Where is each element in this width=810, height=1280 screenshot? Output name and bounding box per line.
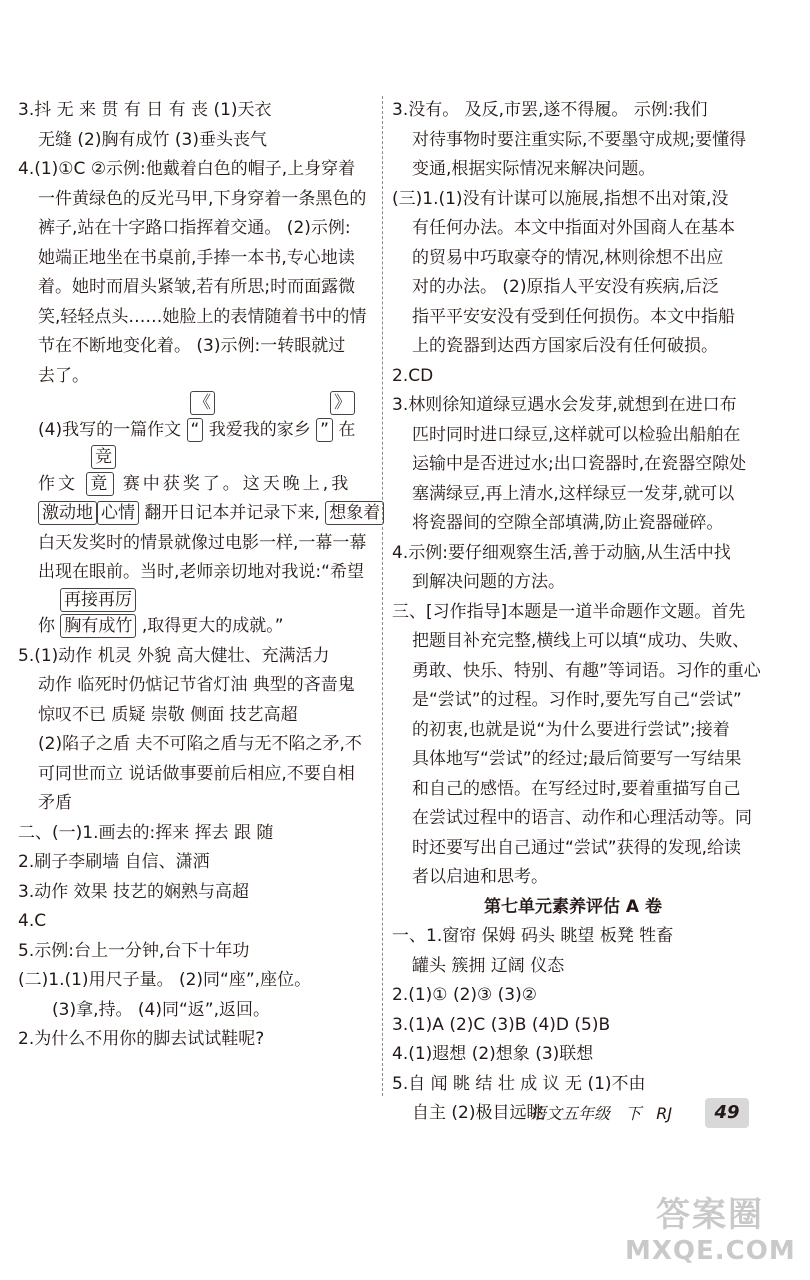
text-line: 可同世而立 说话做事要前后相应,不要自相 (38, 763, 355, 784)
text-line: 2.刷子李刷墙 自信、潇洒 (18, 852, 210, 872)
text-line: 勇敢、快乐、特别、有趣”等词语。习作的重心 (412, 660, 761, 681)
text-line: 3.(1)A (2)C (3)B (4)D (5)B (392, 1014, 611, 1035)
writing-guide-tag: [习作指导] (426, 601, 508, 622)
text-line: 一、1.窗帘 保姆 码头 眺望 板凳 牲畜 (392, 926, 674, 946)
text-line: 4.(1)①C ②示例:他戴着白色的帽子,上身穿着 (18, 159, 356, 179)
text-line: 4.(1)遐想 (2)想象 (3)联想 (392, 1044, 594, 1064)
watermark-url: MXQE.COM (625, 1236, 796, 1266)
text-line: 笑,轻轻点头……她脸上的表情随着书中的情 (38, 306, 367, 327)
text-line: 对的办法。 (2)原指人平安没有疾病,后泛 (412, 277, 719, 297)
text-line: 矛盾 (38, 793, 72, 813)
text-line: 自主 (2)极目远眺 (412, 1103, 544, 1123)
text-line: 把题目补充完整,横线上可以填“成功、失败、 (412, 631, 750, 651)
text-line: 4.示例:要仔细观察生活,善于动脑,从生活中找 (392, 542, 731, 563)
text-line: 匹时同时进口绿豆,这样就可以检验出船舶在 (412, 424, 741, 445)
section-heading: 第七单元素养评估 A 卷 (484, 896, 662, 917)
text-fragment: 赛中获奖了。这天晚上,我 (122, 473, 352, 494)
footer-term: 下 (625, 1104, 642, 1123)
text-line: 一件黄绿色的反光马甲,下身穿着一条黑色的 (38, 188, 367, 209)
correction-line (18, 391, 373, 445)
correction-mark: 再接再厉 (60, 588, 136, 612)
text-fragment: 作文 (38, 473, 78, 494)
correction-mark: 《 (190, 391, 215, 415)
text-line: (三)1.(1)没有计谋可以施展,指想不出对策,没 (392, 188, 729, 209)
text-line: 节在不断地变化着。 (3)示例:一转眼就过 (38, 336, 346, 356)
section-number: 三、 (392, 601, 426, 622)
corrected-box: 想象着 (325, 501, 384, 525)
text-line: 3.林则徐知道绿豆遇水会发芽,就想到在进口布 (392, 395, 737, 415)
site-watermark (625, 1195, 795, 1275)
text-line: 在尝试过程中的语言、动作和心理活动等。同 (412, 808, 752, 828)
text-line: 和自己的感悟。在写经过时,要着重描写自己 (412, 778, 741, 799)
text-line: 着。她时而眉头紧皱,若有所思;时而面露微 (38, 277, 356, 297)
column-divider (382, 96, 383, 1096)
text-line: 二、(一)1.画去的:挥来 挥去 跟 随 (18, 822, 274, 843)
text-line: 无缝 (2)胸有成竹 (3)垂头丧气 (38, 129, 267, 150)
writing-guide-line (392, 598, 754, 628)
text-line: (3)拿,持。 (4)同“返”,返回。 (52, 999, 270, 1020)
text-line: 她端正地坐在书桌前,手捧一本书,专心地读 (38, 247, 355, 268)
text-line: 2.为什么不用你的脚去试试鞋呢? (18, 1029, 265, 1049)
text-fragment: 在 (338, 419, 356, 440)
text-line: 裤子,站在十字路口指挥着交通。 (2)示例: (38, 218, 351, 238)
correction-mark: 竞 (91, 445, 116, 469)
corrected-box: 心情 (97, 501, 139, 525)
text-line: 动作 临死时仍惦记节省灯油 典型的吝啬鬼 (38, 675, 355, 695)
text-line: 的贸易中巧取豪夺的情况,林则徐想不出应 (412, 247, 724, 268)
text-line: (2)陷子之盾 夫不可陷之盾与无不陷之矛,不 (38, 734, 362, 754)
text-line: 塞满绿豆,再上清水,这样绿豆一发芽,就可以 (412, 483, 735, 504)
text-line: 4.C (18, 911, 47, 931)
text-fragment: 本题是一道半命题作文题。首先 (507, 601, 746, 622)
text-line: 到解决问题的方法。 (412, 572, 565, 592)
text-fragment: (4)我写的一篇作文 (38, 419, 182, 440)
corrected-box: 竟 (86, 472, 114, 496)
text-line: 者以启迪和思考。 (412, 867, 548, 887)
text-line: 罐头 簇拥 辽阔 仪态 (412, 955, 565, 976)
text-line: 2.(1)① (2)③ (3)② (392, 985, 537, 1005)
text-line: 指平平安安没有受到任何损伤。本文中指船 (412, 306, 735, 327)
correction-mark: 》 (330, 391, 355, 415)
footer-subject: 语文五年级 (530, 1104, 611, 1123)
left-column (18, 96, 381, 1055)
correction-line (18, 445, 373, 499)
text-line: 2.CD (392, 365, 434, 386)
text-line: (二)1.(1)用尺子量。 (2)同“座”,座位。 (18, 970, 312, 990)
text-fragment: 我爱我的家乡 (208, 419, 311, 440)
text-line: 运输中是否进过水;出口瓷器时,在瓷器空隙处 (412, 454, 747, 474)
text-line: 3.抖 无 来 贯 有 日 有 丧 (1)天衣 (18, 100, 272, 120)
text-line: 3.没有。 及反,市罢,遂不得履。 示例:我们 (392, 100, 708, 120)
text-line: 惊叹不已 质疑 崇敬 侧面 技艺高超 (38, 704, 298, 725)
correction-line (18, 588, 373, 642)
corrected-box: 激动地 (38, 501, 97, 525)
text-line: 的初衷,也就是说“为什么要进行尝试”;接着 (412, 719, 730, 740)
text-line: 5.示例:台上一分钟,台下十年功 (18, 940, 250, 961)
page-footer (530, 1098, 682, 1130)
text-line: 5.(1)动作 机灵 外貌 高大健壮、充满活力 (18, 645, 330, 666)
footer-edition: RJ (656, 1104, 673, 1123)
corrected-box: “ (187, 418, 204, 442)
text-line: 将瓷器间的空隙全部填满,防止瓷器碰碎。 (412, 513, 724, 533)
corrected-box: 胸有成竹 (60, 614, 136, 638)
text-line: 白天发奖时的情景就像过电影一样,一幕一幕 (38, 532, 367, 553)
text-fragment: 你 (38, 616, 55, 636)
text-fragment: 翻开日记本并记录下来, (144, 503, 320, 523)
text-fragment: ,取得更大的成就。” (141, 616, 284, 636)
text-line: 时还要写出自己通过“尝试”获得的发现,给读 (412, 837, 742, 858)
text-line: 是“尝试”的过程。习作时,要先写自己“尝试” (412, 690, 742, 710)
watermark-text: 答案圈 (656, 1195, 764, 1235)
text-line: 变通,根据实际情况来解决问题。 (412, 159, 656, 179)
text-line: 上的瓷器到达西方国家后没有任何破损。 (412, 336, 718, 356)
text-line: 对待事物时要注重实际,不要墨守成规;要懂得 (412, 129, 747, 150)
corrected-box: ” (316, 418, 333, 442)
text-line: 3.动作 效果 技艺的娴熟与高超 (18, 881, 250, 902)
text-line: 具体地写“尝试”的经过;最后简要写一写结果 (412, 749, 742, 769)
right-column (392, 96, 761, 1129)
text-line: 5.自 闻 眺 结 壮 成 议 无 (1)不由 (392, 1073, 646, 1094)
text-line: 有任何办法。本文中指面对外国商人在基本 (412, 218, 735, 238)
correction-line (18, 499, 381, 529)
text-line: 出现在眼前。当时,老师亲切地对我说:“希望 (38, 562, 364, 582)
page-number: 49 (705, 1098, 749, 1128)
text-line: 去了。 (38, 365, 89, 386)
